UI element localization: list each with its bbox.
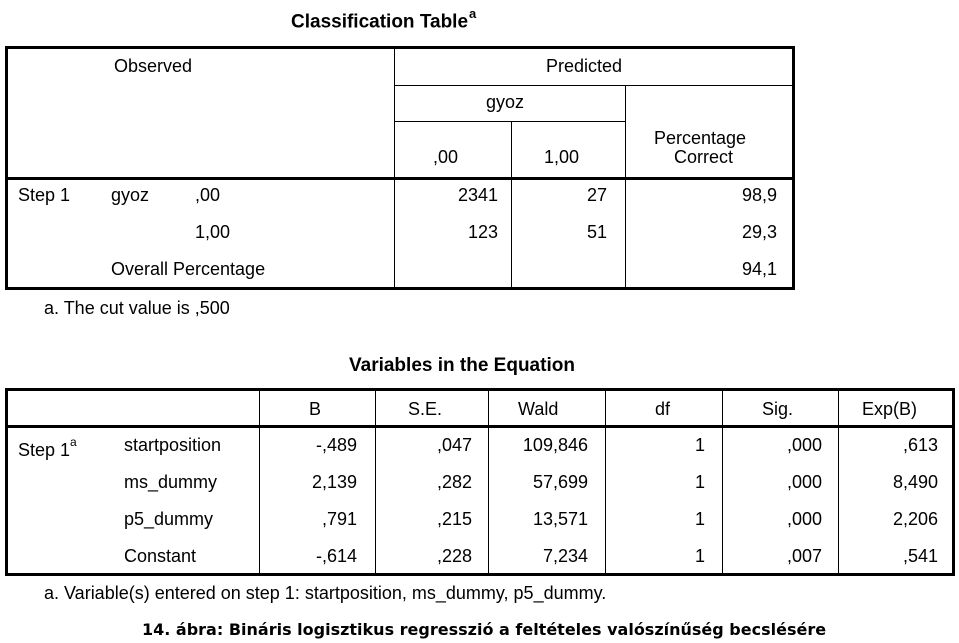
- col-header-sig: Sig.: [762, 399, 794, 419]
- table-cell: -,614: [315, 546, 357, 566]
- header-divider: [8, 425, 955, 428]
- row-variable-label: gyoz: [111, 185, 150, 205]
- variable-name: startposition: [124, 435, 222, 455]
- col-header-100: 1,00: [544, 147, 580, 167]
- classification-title-text: Classification Table: [291, 11, 469, 33]
- step-label: Step 1: [18, 185, 71, 205]
- pct-correct-header-1: Percentage: [654, 128, 747, 148]
- classification-footnote: a. The cut value is ,500: [44, 298, 230, 318]
- grid-line: [394, 49, 395, 287]
- header-divider: [8, 177, 795, 180]
- classification-table: [5, 46, 795, 290]
- table-cell: ,047: [436, 435, 472, 455]
- col-header-b: B: [309, 399, 322, 419]
- predicted-variable-header: gyoz: [486, 92, 525, 112]
- classification-title-footnote-mark: a: [469, 6, 477, 21]
- table-cell: 8,490: [892, 472, 938, 492]
- table-cell: 27: [586, 185, 607, 205]
- table-cell: 94,1: [741, 259, 777, 279]
- col-header-expb: Exp(B): [862, 399, 918, 419]
- variable-name: ms_dummy: [124, 472, 218, 492]
- table-cell: 123: [467, 222, 498, 242]
- table-cell: 7,234: [542, 546, 588, 566]
- col-header-wald: Wald: [518, 399, 559, 419]
- table-cell: ,000: [786, 509, 822, 529]
- variables-table-title: [349, 355, 575, 377]
- table-cell: ,541: [902, 546, 938, 566]
- overall-percentage-label: Overall Percentage: [111, 259, 266, 279]
- predicted-header: Predicted: [546, 56, 623, 76]
- figure-caption: 14. ábra: Bináris logisztikus regresszió a feltételes valószínűség becslésére: [142, 620, 827, 639]
- variables-table: [5, 388, 955, 576]
- table-cell: 1: [694, 546, 705, 566]
- table-cell: ,007: [786, 546, 822, 566]
- table-cell: 57,699: [532, 472, 588, 492]
- classification-table-title: [291, 8, 476, 33]
- observed-header: Observed: [114, 56, 193, 76]
- variable-name: p5_dummy: [124, 509, 214, 529]
- row-value-label: ,00: [195, 185, 221, 205]
- grid-line: [394, 121, 625, 122]
- table-cell: 29,3: [741, 222, 777, 242]
- table-cell: ,613: [902, 435, 938, 455]
- variables-footnote: a. Variable(s) entered on step 1: startposition, ms_dummy, p5_dummy.: [44, 583, 607, 603]
- table-cell: 1: [694, 472, 705, 492]
- table-cell: 51: [586, 222, 607, 242]
- table-cell: ,228: [436, 546, 472, 566]
- pct-correct-header-2: Correct: [674, 147, 734, 167]
- step-label-text: Step 1: [18, 440, 71, 460]
- variables-title-text: Variables in the Equation: [349, 355, 575, 376]
- table-cell: 98,9: [741, 185, 777, 205]
- col-header-df: df: [655, 399, 671, 419]
- step-label: [18, 435, 77, 460]
- table-cell: ,000: [786, 435, 822, 455]
- variable-name: Constant: [124, 546, 197, 566]
- table-cell: -,489: [315, 435, 357, 455]
- table-cell: ,215: [436, 509, 472, 529]
- table-cell: ,282: [436, 472, 472, 492]
- table-cell: ,791: [321, 509, 357, 529]
- table-cell: 2,206: [892, 509, 938, 529]
- col-header-00: ,00: [433, 147, 459, 167]
- row-value-label: 1,00: [195, 222, 231, 242]
- table-cell: 2,139: [311, 472, 357, 492]
- table-cell: 1: [694, 509, 705, 529]
- col-header-se: S.E.: [408, 399, 443, 419]
- step-footnote-mark: a: [70, 435, 77, 449]
- table-cell: 2341: [457, 185, 498, 205]
- table-cell: ,000: [786, 472, 822, 492]
- table-cell: 1: [694, 435, 705, 455]
- table-cell: 109,846: [522, 435, 588, 455]
- grid-line: [394, 85, 795, 86]
- table-cell: 13,571: [532, 509, 588, 529]
